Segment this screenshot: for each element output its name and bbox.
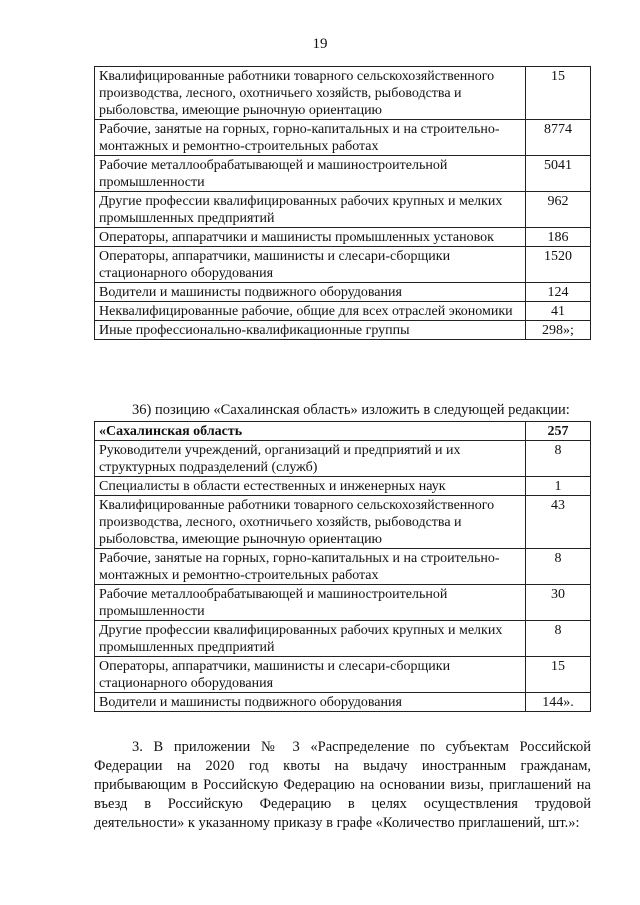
row-label: Квалифицированные работники товарного сельскохозяйственного производства, лесного, охотничьего хозяйств, рыбоводства и рыболовства, имеющие рыночную ориентацию <box>95 496 526 549</box>
row-label: Водители и машинисты подвижного оборудования <box>95 283 526 302</box>
row-label: Рабочие, занятые на горных, горно-капитальных и на строительно-монтажных и ремонтно-строительных работах <box>95 549 526 585</box>
row-value: 15 <box>526 657 591 693</box>
table-row <box>95 321 591 340</box>
table-row <box>95 67 591 120</box>
row-value: 8 <box>526 549 591 585</box>
table-row <box>95 302 591 321</box>
table-row <box>95 192 591 228</box>
table-row <box>95 496 591 549</box>
paragraph-3: 3. В приложении № 3 «Распределение по субъектам Российской Федерации на 2020 год квоты на выдачу иностранным гражданам, прибывающим в Российскую Федерацию на основании визы, приглашений на въезд в Российскую Федерацию в целях осуществления трудовой деятельности» к указанному приказу в графе «Количество приглашений, шт.»: <box>94 739 591 831</box>
table-row <box>95 585 591 621</box>
table-row <box>95 247 591 283</box>
row-value: 124 <box>526 283 591 302</box>
row-label: Водители и машинисты подвижного оборудования <box>95 693 526 712</box>
row-value: 30 <box>526 585 591 621</box>
row-value: 144». <box>526 693 591 712</box>
row-label: Другие профессии квалифицированных рабочих крупных и мелких промышленных предприятий <box>95 192 526 228</box>
row-value: 962 <box>526 192 591 228</box>
page-number: 19 <box>312 36 328 52</box>
region-total: 257 <box>526 422 591 441</box>
row-label: Иные профессионально-квалификационные группы <box>95 321 526 340</box>
row-value: 1 <box>526 477 591 496</box>
quota-table-previous <box>94 66 591 340</box>
row-value: 15 <box>526 67 591 120</box>
sakhalin-quota-table <box>94 421 591 712</box>
row-value: 8 <box>526 441 591 477</box>
row-value: 5041 <box>526 156 591 192</box>
table-row <box>95 477 591 496</box>
table-row <box>95 228 591 247</box>
table-row <box>95 156 591 192</box>
row-value: 186 <box>526 228 591 247</box>
table-header-row <box>95 422 591 441</box>
row-label: Рабочие металлообрабатывающей и машиностроительной промышленности <box>95 156 526 192</box>
row-label: Операторы, аппаратчики и машинисты промышленных установок <box>95 228 526 247</box>
table-row <box>95 657 591 693</box>
row-value: 298»; <box>526 321 591 340</box>
row-label: Квалифицированные работники товарного сельскохозяйственного производства, лесного, охотничьего хозяйств, рыбоводства и рыболовства, имеющие рыночную ориентацию <box>95 67 526 120</box>
table-row <box>95 693 591 712</box>
row-value: 8774 <box>526 120 591 156</box>
row-label: Другие профессии квалифицированных рабочих крупных и мелких промышленных предприятий <box>95 621 526 657</box>
row-value: 1520 <box>526 247 591 283</box>
row-label: Рабочие, занятые на горных, горно-капитальных и на строительно-монтажных и ремонтно-строительных работах <box>95 120 526 156</box>
row-value: 43 <box>526 496 591 549</box>
table-row <box>95 549 591 585</box>
table-row <box>95 621 591 657</box>
row-value: 41 <box>526 302 591 321</box>
row-label: Операторы, аппаратчики, машинисты и слесари-сборщики стационарного оборудования <box>95 657 526 693</box>
row-label: Рабочие металлообрабатывающей и машиностроительной промышленности <box>95 585 526 621</box>
row-value: 8 <box>526 621 591 657</box>
row-label: Руководители учреждений, организаций и предприятий и их структурных подразделений (служб) <box>95 441 526 477</box>
row-label: Неквалифицированные рабочие, общие для всех отраслей экономики <box>95 302 526 321</box>
instruction-36: 36) позицию «Сахалинская область» изложить в следующей редакции: <box>132 402 570 418</box>
table-row <box>95 441 591 477</box>
table-row <box>95 283 591 302</box>
region-title: «Сахалинская область <box>95 422 526 441</box>
row-label: Специалисты в области естественных и инженерных наук <box>95 477 526 496</box>
row-label: Операторы, аппаратчики, машинисты и слесари-сборщики стационарного оборудования <box>95 247 526 283</box>
table-row <box>95 120 591 156</box>
